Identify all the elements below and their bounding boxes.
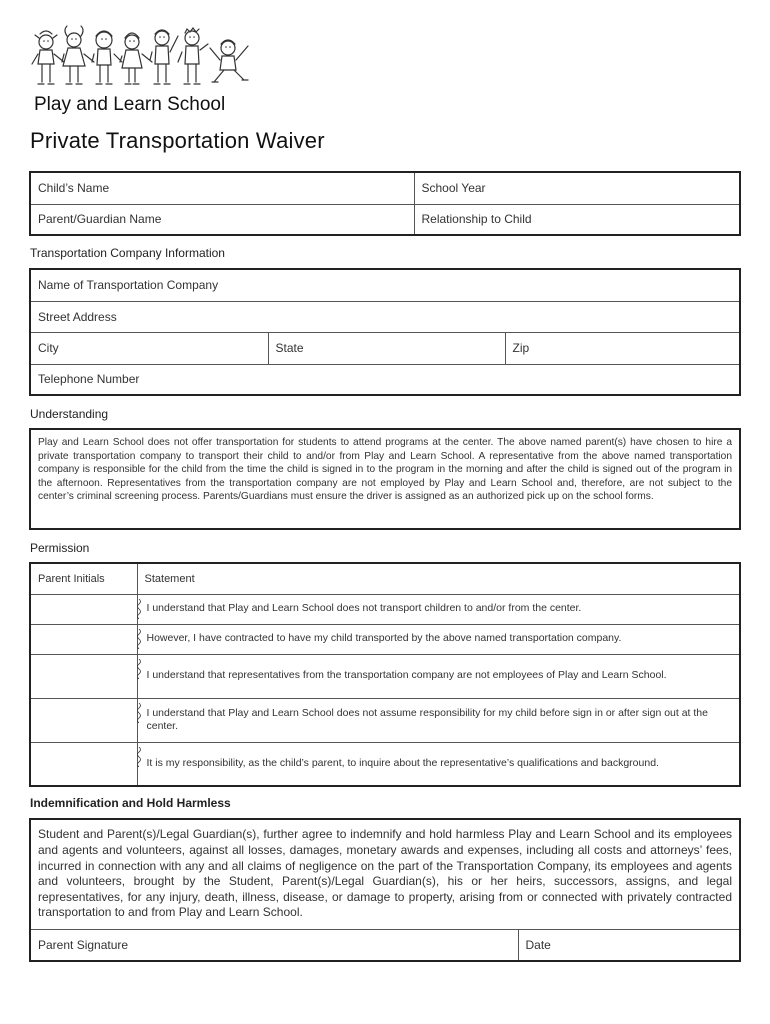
- permission-table: [29, 562, 741, 787]
- indemnification-heading: Indemnification and Hold Harmless: [30, 796, 231, 810]
- initials-input-3[interactable]: [30, 654, 137, 698]
- date-field[interactable]: Date: [518, 929, 740, 961]
- statement-1: [137, 594, 740, 624]
- statement-4: [137, 698, 740, 742]
- relationship-field[interactable]: Relationship to Child: [414, 204, 740, 235]
- statement-1-text: I understand that Play and Learn School does not transport children to and/or from the center.: [146, 602, 582, 615]
- school-year-field[interactable]: School Year: [414, 172, 740, 204]
- wavy-line-icon: [135, 747, 143, 767]
- statement-5: [137, 742, 740, 786]
- statement-5-text: It is my responsibility, as the child’s parent, to inquire about the representative’s qualifications and background.: [146, 757, 659, 769]
- street-address-field[interactable]: Street Address: [30, 301, 740, 332]
- indemnification-text: Student and Parent(s)/Legal Guardian(s), further agree to indemnify and hold harmless Play and Learn School and its employees and agents and volunteers, against all losses, damages, monetary awards and expenses, including all costs and attorneys’ fees, incurred in connection with any and all claims of negligence on the part of the Transportation Company, its employees and agents and volunteers, brought by the Student, Parent(s)/Legal Guardian(s), his or her heirs, successors, assigns, and legal representatives, for any injury, death, illness, disease, or damage to property, arising from or connected with privately contracted transportation to and from Play and Learn School.: [30, 819, 740, 929]
- parent-name-field[interactable]: Parent/Guardian Name: [30, 204, 414, 235]
- initials-input-2[interactable]: [30, 624, 137, 654]
- understanding-text: Play and Learn School does not offer transportation for students to attend programs at the center. The above named parent(s) have chosen to hire a private transportation company to transport their child to and/or from Play and Learn School. A representative from the above named transportation company is responsible for the child from the time the child is signed in to the program in the morning and after the child is signed out of the program in the afternoon. Representatives from the transportation company are not employed by Play and Learn School and, therefore, are not subject to the center’s criminal screening process. Parents/Guardians must ensure the driver is assigned as an authorized pick up on the school forms.: [29, 428, 741, 530]
- statement-4-text: I understand that Play and Learn School does not assume responsibility for my child before sign in or after sign out at the center.: [146, 706, 708, 732]
- initials-column-header: Parent Initials: [30, 563, 137, 594]
- company-name-field[interactable]: Name of Transportation Company: [30, 269, 740, 301]
- zip-field[interactable]: Zip: [505, 332, 740, 364]
- telephone-field[interactable]: Telephone Number: [30, 364, 740, 395]
- state-field[interactable]: State: [268, 332, 505, 364]
- wavy-line-icon: [135, 703, 143, 723]
- wavy-line-icon: [135, 629, 143, 649]
- transportation-heading: Transportation Company Information: [30, 246, 225, 260]
- statement-2: [137, 624, 740, 654]
- page-title: Private Transportation Waiver: [30, 128, 325, 153]
- initials-input-1[interactable]: [30, 594, 137, 624]
- statement-3-text: I understand that representatives from the transportation company are not employees of Play and Learn School.: [146, 669, 667, 682]
- parent-signature-field[interactable]: Parent Signature: [30, 929, 518, 961]
- permission-heading: Permission: [30, 541, 90, 555]
- transportation-table: [29, 268, 741, 396]
- wavy-line-icon: [135, 599, 143, 619]
- childs-name-field[interactable]: Child’s Name: [30, 172, 414, 204]
- statement-3: [137, 654, 740, 698]
- children-holding-hands-logo-icon: [28, 24, 254, 96]
- understanding-heading: Understanding: [30, 407, 109, 421]
- student-info-table: [29, 171, 741, 236]
- wavy-line-icon: [135, 659, 143, 679]
- initials-input-4[interactable]: [30, 698, 137, 742]
- statement-column-header: Statement: [137, 563, 740, 594]
- indemnification-table: [29, 818, 741, 962]
- school-name: Play and Learn School: [34, 94, 226, 115]
- initials-input-5[interactable]: [30, 742, 137, 786]
- city-field[interactable]: City: [30, 332, 268, 364]
- statement-2-text: However, I have contracted to have my child transported by the above named transportation company.: [146, 632, 622, 645]
